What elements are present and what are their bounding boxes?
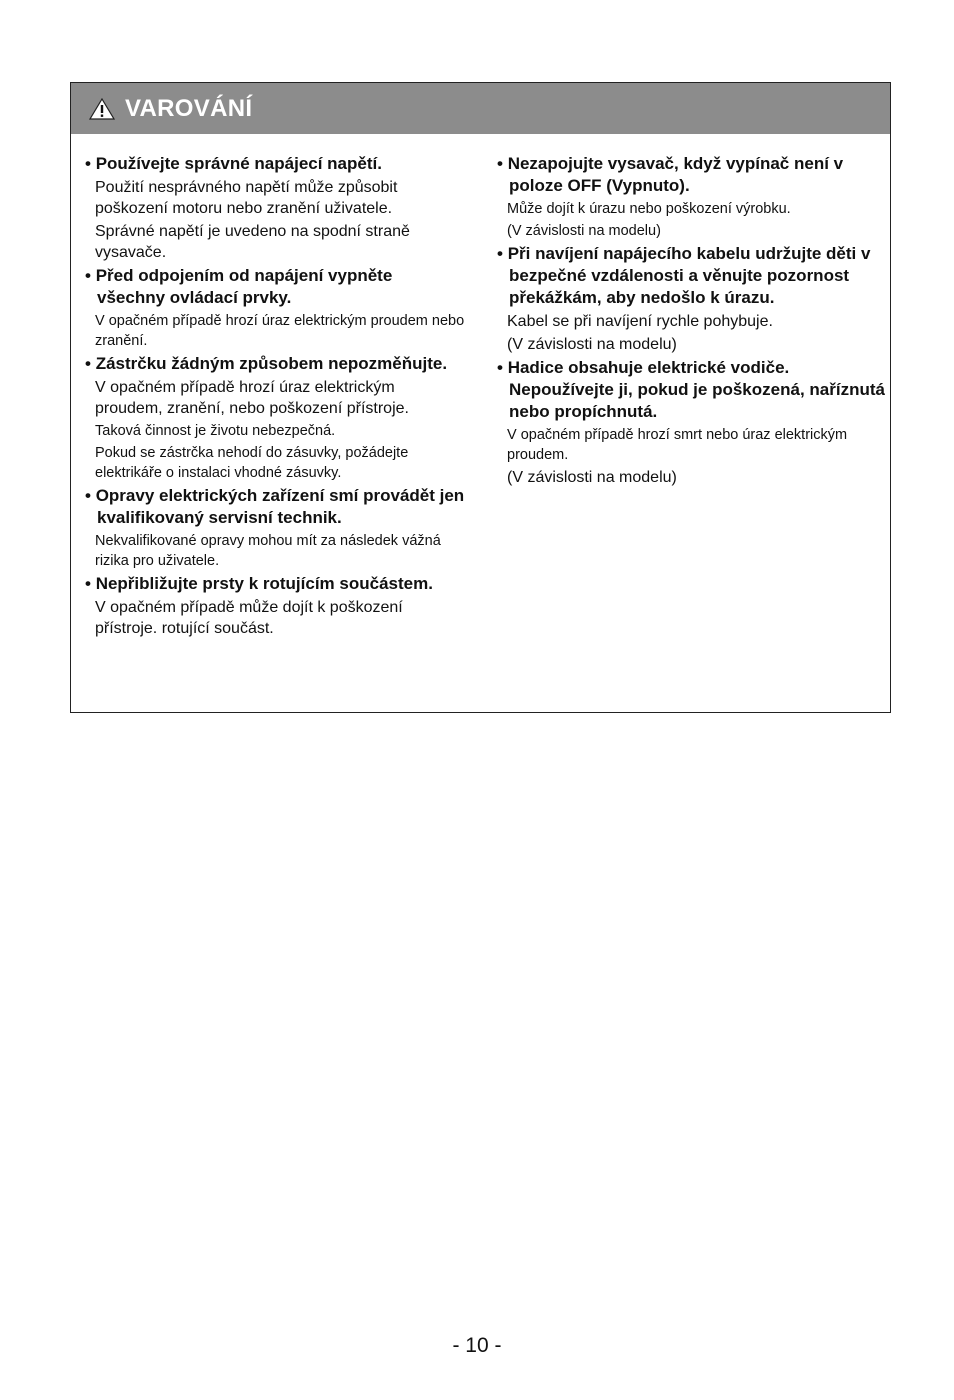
item-heading: • Zástrčku žádným způsobem nepozměňujte. bbox=[85, 353, 465, 375]
list-item bbox=[497, 153, 889, 241]
item-heading: • Nezapojujte vysavač, když vypínač není v poloze OFF (Vypnuto). bbox=[497, 153, 889, 197]
page-number: - 10 - bbox=[452, 1334, 502, 1357]
item-detail: V opačném případě hrozí úraz elektrickým proudem, zranění, nebo poškození přístroje. bbox=[95, 379, 409, 417]
list-item bbox=[497, 357, 889, 488]
left-column bbox=[85, 153, 465, 641]
list-item bbox=[497, 243, 889, 355]
item-detail: V opačném případě hrozí úraz elektrickým proudem nebo zranění. bbox=[95, 313, 465, 349]
item-detail: Kabel se při navíjení rychle pohybuje. bbox=[507, 313, 773, 330]
item-heading: • Hadice obsahuje elektrické vodiče. Nepoužívejte ji, pokud je poškozená, naříznutá nebo propíchnutá. bbox=[497, 357, 889, 423]
item-detail: V opačném případě může dojít k poškození přístroje. rotující součást. bbox=[95, 599, 403, 637]
item-detail: V opačném případě hrozí smrt nebo úraz elektrickým proudem. bbox=[507, 427, 848, 463]
list-item bbox=[85, 573, 465, 639]
list-item bbox=[85, 353, 465, 483]
item-detail: Může dojít k úrazu nebo poškození výrobku. bbox=[507, 201, 791, 217]
list-item bbox=[85, 485, 465, 571]
item-detail: Použití nesprávného napětí může způsobit poškození motoru nebo zranění uživatele. bbox=[95, 179, 398, 217]
item-heading: • Nepřibližujte prsty k rotujícím součástem. bbox=[85, 573, 465, 595]
warning-triangle-icon bbox=[89, 98, 115, 120]
item-detail: Taková činnost je životu nebezpečná. bbox=[95, 423, 336, 439]
warning-title: VAROVÁNÍ bbox=[125, 94, 253, 122]
item-heading: • Při navíjení napájecího kabelu udržujte děti v bezpečné vzdálenosti a věnujte pozornost překážkám, aby nedošlo k úrazu. bbox=[497, 243, 889, 309]
warning-header bbox=[71, 83, 890, 134]
item-detail: Nekvalifikované opravy mohou mít za následek vážná rizika pro uživatele. bbox=[95, 533, 441, 569]
item-detail: (V závislosti na modelu) bbox=[507, 469, 677, 486]
item-heading: • Opravy elektrických zařízení smí provádět jen kvalifikovaný servisní technik. bbox=[85, 485, 465, 529]
warning-box bbox=[70, 82, 891, 713]
list-item bbox=[85, 265, 465, 351]
item-detail: Pokud se zástrčka nehodí do zásuvky, požádejte elektrikáře o instalaci vhodné zásuvky. bbox=[95, 445, 409, 481]
item-detail: (V závislosti na modelu) bbox=[507, 223, 661, 239]
item-detail: (V závislosti na modelu) bbox=[507, 336, 677, 353]
item-heading: • Používejte správné napájecí napětí. bbox=[85, 153, 465, 175]
right-column bbox=[497, 153, 889, 490]
item-heading: • Před odpojením od napájení vypněte všechny ovládací prvky. bbox=[85, 265, 465, 309]
list-item bbox=[85, 153, 465, 263]
item-detail: Správné napětí je uvedeno na spodní straně vysavače. bbox=[95, 223, 410, 261]
